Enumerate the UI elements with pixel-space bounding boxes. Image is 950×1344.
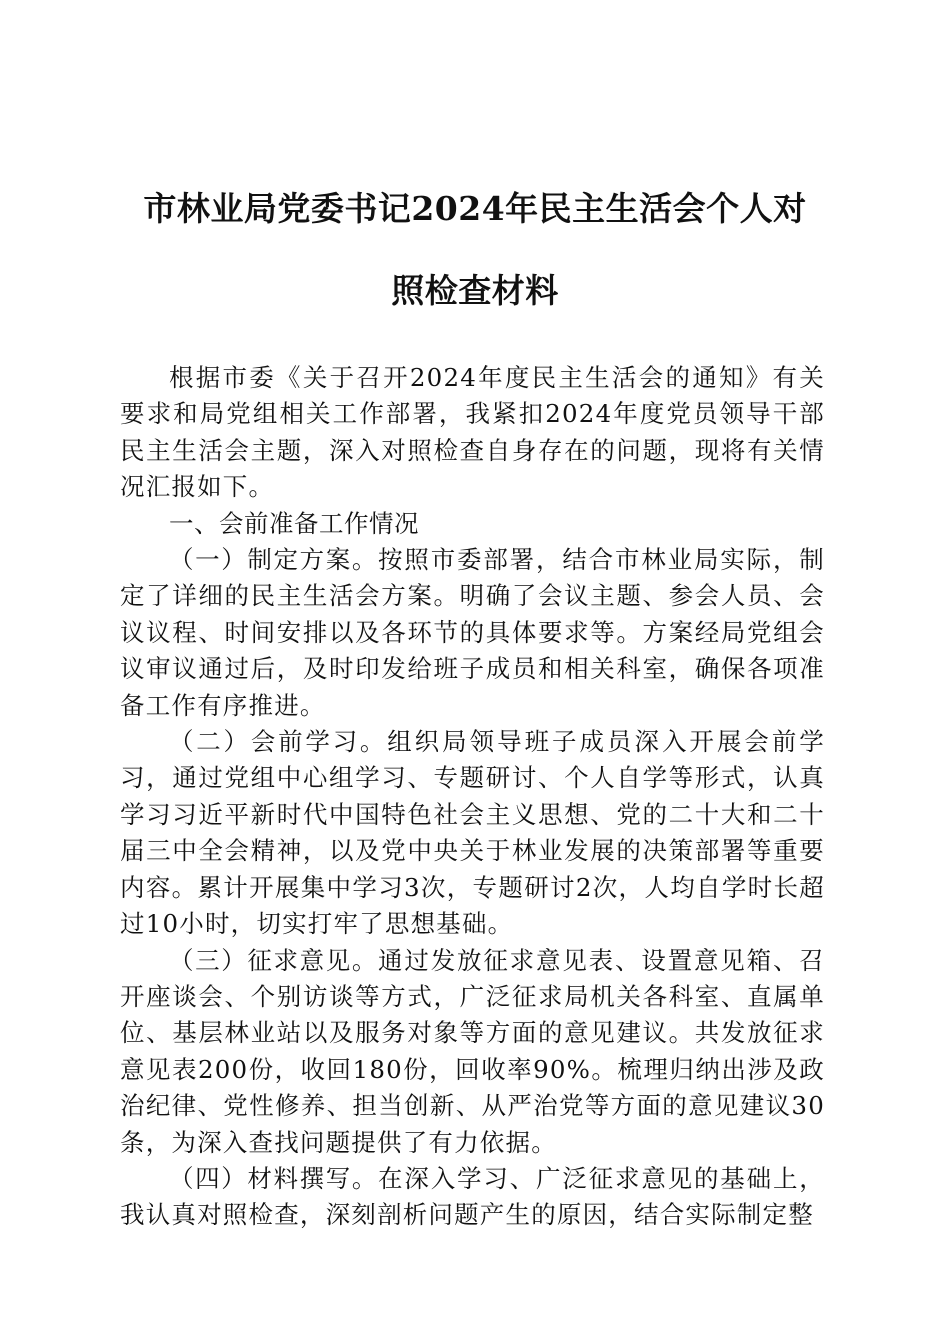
item-heading-4: （四）材料撰写。 [169, 1163, 379, 1193]
item-paragraph-3 [120, 943, 825, 1161]
item-text-1: 按照市委部署，结合市林业局实际，制定了详细的民主生活会方案。明确了会议主题、参会人员、会议议程、时间安排以及各环节的具体要求等。方案经局党组会议审议通过后，及时印发给班子成员和相关科室，确保各项准备工作有序推进。 [120, 545, 825, 720]
item-paragraph-1 [120, 542, 825, 724]
intro-paragraph: 根据市委《关于召开2024年度民主生活会的通知》有关要求和局党组相关工作部署，我紧扣2024年度党员领导干部民主生活会主题，深入对照检查自身存在的问题，现将有关情况汇报如下。 [120, 363, 825, 502]
item-text-4: 在深入学习、广泛征求意见的基础上，我认真对照检查，深刻剖析问题产生的原因，结合实际制定整 [120, 1163, 825, 1230]
item-heading-2: （二）会前学习。 [169, 727, 388, 757]
item-heading-3: （三）征求意见。 [169, 945, 379, 975]
item-paragraph-4 [120, 1161, 825, 1234]
section-heading-1: 一、会前准备工作情况 [169, 508, 419, 538]
document-body [120, 360, 825, 1234]
title-line-1: 市林业局党委书记2024年民主生活会个人对 [143, 189, 807, 228]
title-line-2: 照检查材料 [391, 271, 559, 310]
document-title [100, 168, 850, 332]
item-heading-1: （一）制定方案。 [169, 545, 379, 575]
item-paragraph-2 [120, 724, 825, 942]
item-text-2: 组织局领导班子成员深入开展会前学习，通过党组中心组学习、专题研讨、个人自学等形式，认真学习习近平新时代中国特色社会主义思想、党的二十大和二十届三中全会精神，以及党中央关于林业发展的决策部署等重要内容。累计开展集中学习3次，专题研讨2次，人均自学时长超过10小时，切实打牢了思想基础。 [120, 727, 826, 939]
item-text-3: 通过发放征求意见表、设置意见箱、召开座谈会、个别访谈等方式，广泛征求局机关各科室、直属单位、基层林业站以及服务对象等方面的意见建议。共发放征求意见表200份，收回180份，回收率90%。梳理归纳出涉及政治纪律、党性修养、担当创新、从严治党等方面的意见建议30条，为深入查找问题提供了有力依据。 [120, 945, 825, 1157]
